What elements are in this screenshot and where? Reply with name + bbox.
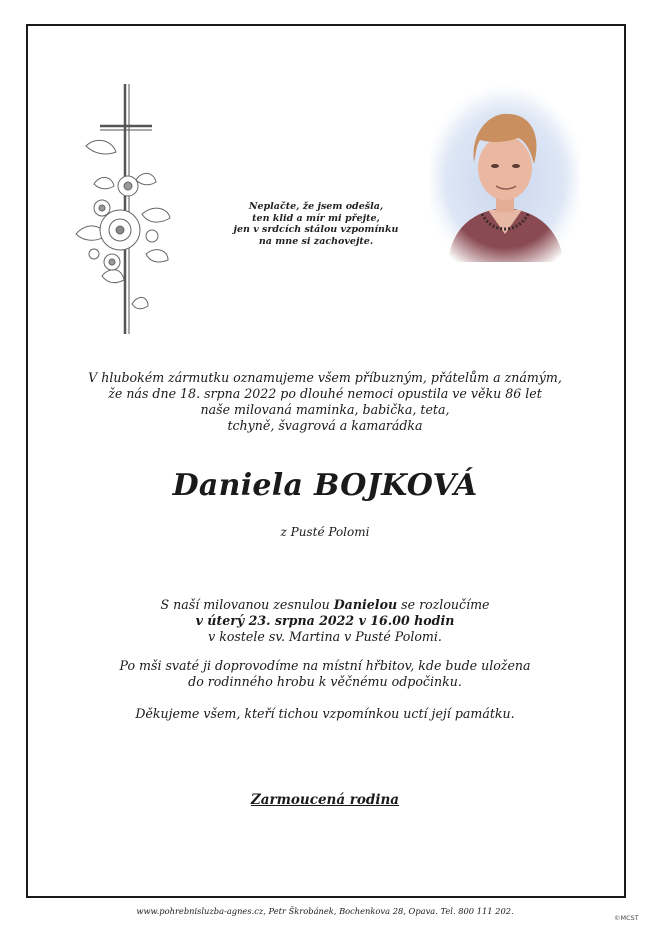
announcement-line: naše milovaná maminka, babička, teta, (200, 402, 450, 417)
announcement-line: tchyně, švagrová a kamarádka (227, 418, 423, 433)
funeral-line-prefix: S naší milovanou zesnulou (160, 597, 334, 612)
funeral-details (50, 597, 600, 645)
cross-with-flowers-icon (72, 84, 172, 340)
quote-line: ten klid a mír mi přejte, (252, 212, 380, 224)
announcement (60, 370, 590, 434)
burial-line: do rodinného hrobu k věčnému odpočinku. (188, 674, 462, 689)
funeral-line-suffix: se rozloučíme (397, 597, 490, 612)
funeral-line (50, 597, 600, 613)
footer-contact: www.pohrebnisluzba-agnes.cz, Petr Škrobánek, Bochenkova 28, Opava. Tel. 800 111 202. (136, 906, 514, 916)
announcement-line: že nás dne 18. srpna 2022 po dlouhé nemoci opustila ve věku 86 let (108, 386, 542, 401)
burial-line: Po mši svaté ji doprovodíme na místní hřbitov, kde bude uložena (119, 658, 531, 673)
quote-line: Neplačte, že jsem odešla, (248, 201, 384, 212)
portrait-photo (430, 84, 580, 262)
funeral-place: v kostele sv. Martina v Pusté Polomi. (208, 629, 442, 644)
deceased-name: Daniela BOJKOVÁ (172, 468, 478, 503)
signature: Zarmoucená rodina (250, 792, 400, 808)
deceased-origin: z Pusté Polomi (280, 525, 370, 539)
deceased-first-name: Danielou (333, 597, 398, 612)
announcement-line: V hlubokém zármutku oznamujeme všem příbuzným, přátelům a známým, (88, 370, 562, 385)
burial-details (50, 658, 600, 690)
quote-line: jen v srdcích stálou vzpomínku (233, 224, 399, 235)
quote-line: na mne si zachovejte. (258, 235, 374, 247)
thanks-line: Děkujeme všem, kteří tichou vzpomínkou uctí její památku. (135, 706, 515, 721)
copyright-mark: ©MCST (614, 914, 639, 922)
memorial-quote (205, 201, 427, 247)
funeral-date: v úterý 23. srpna 2022 v 16.00 hodin (195, 613, 455, 628)
